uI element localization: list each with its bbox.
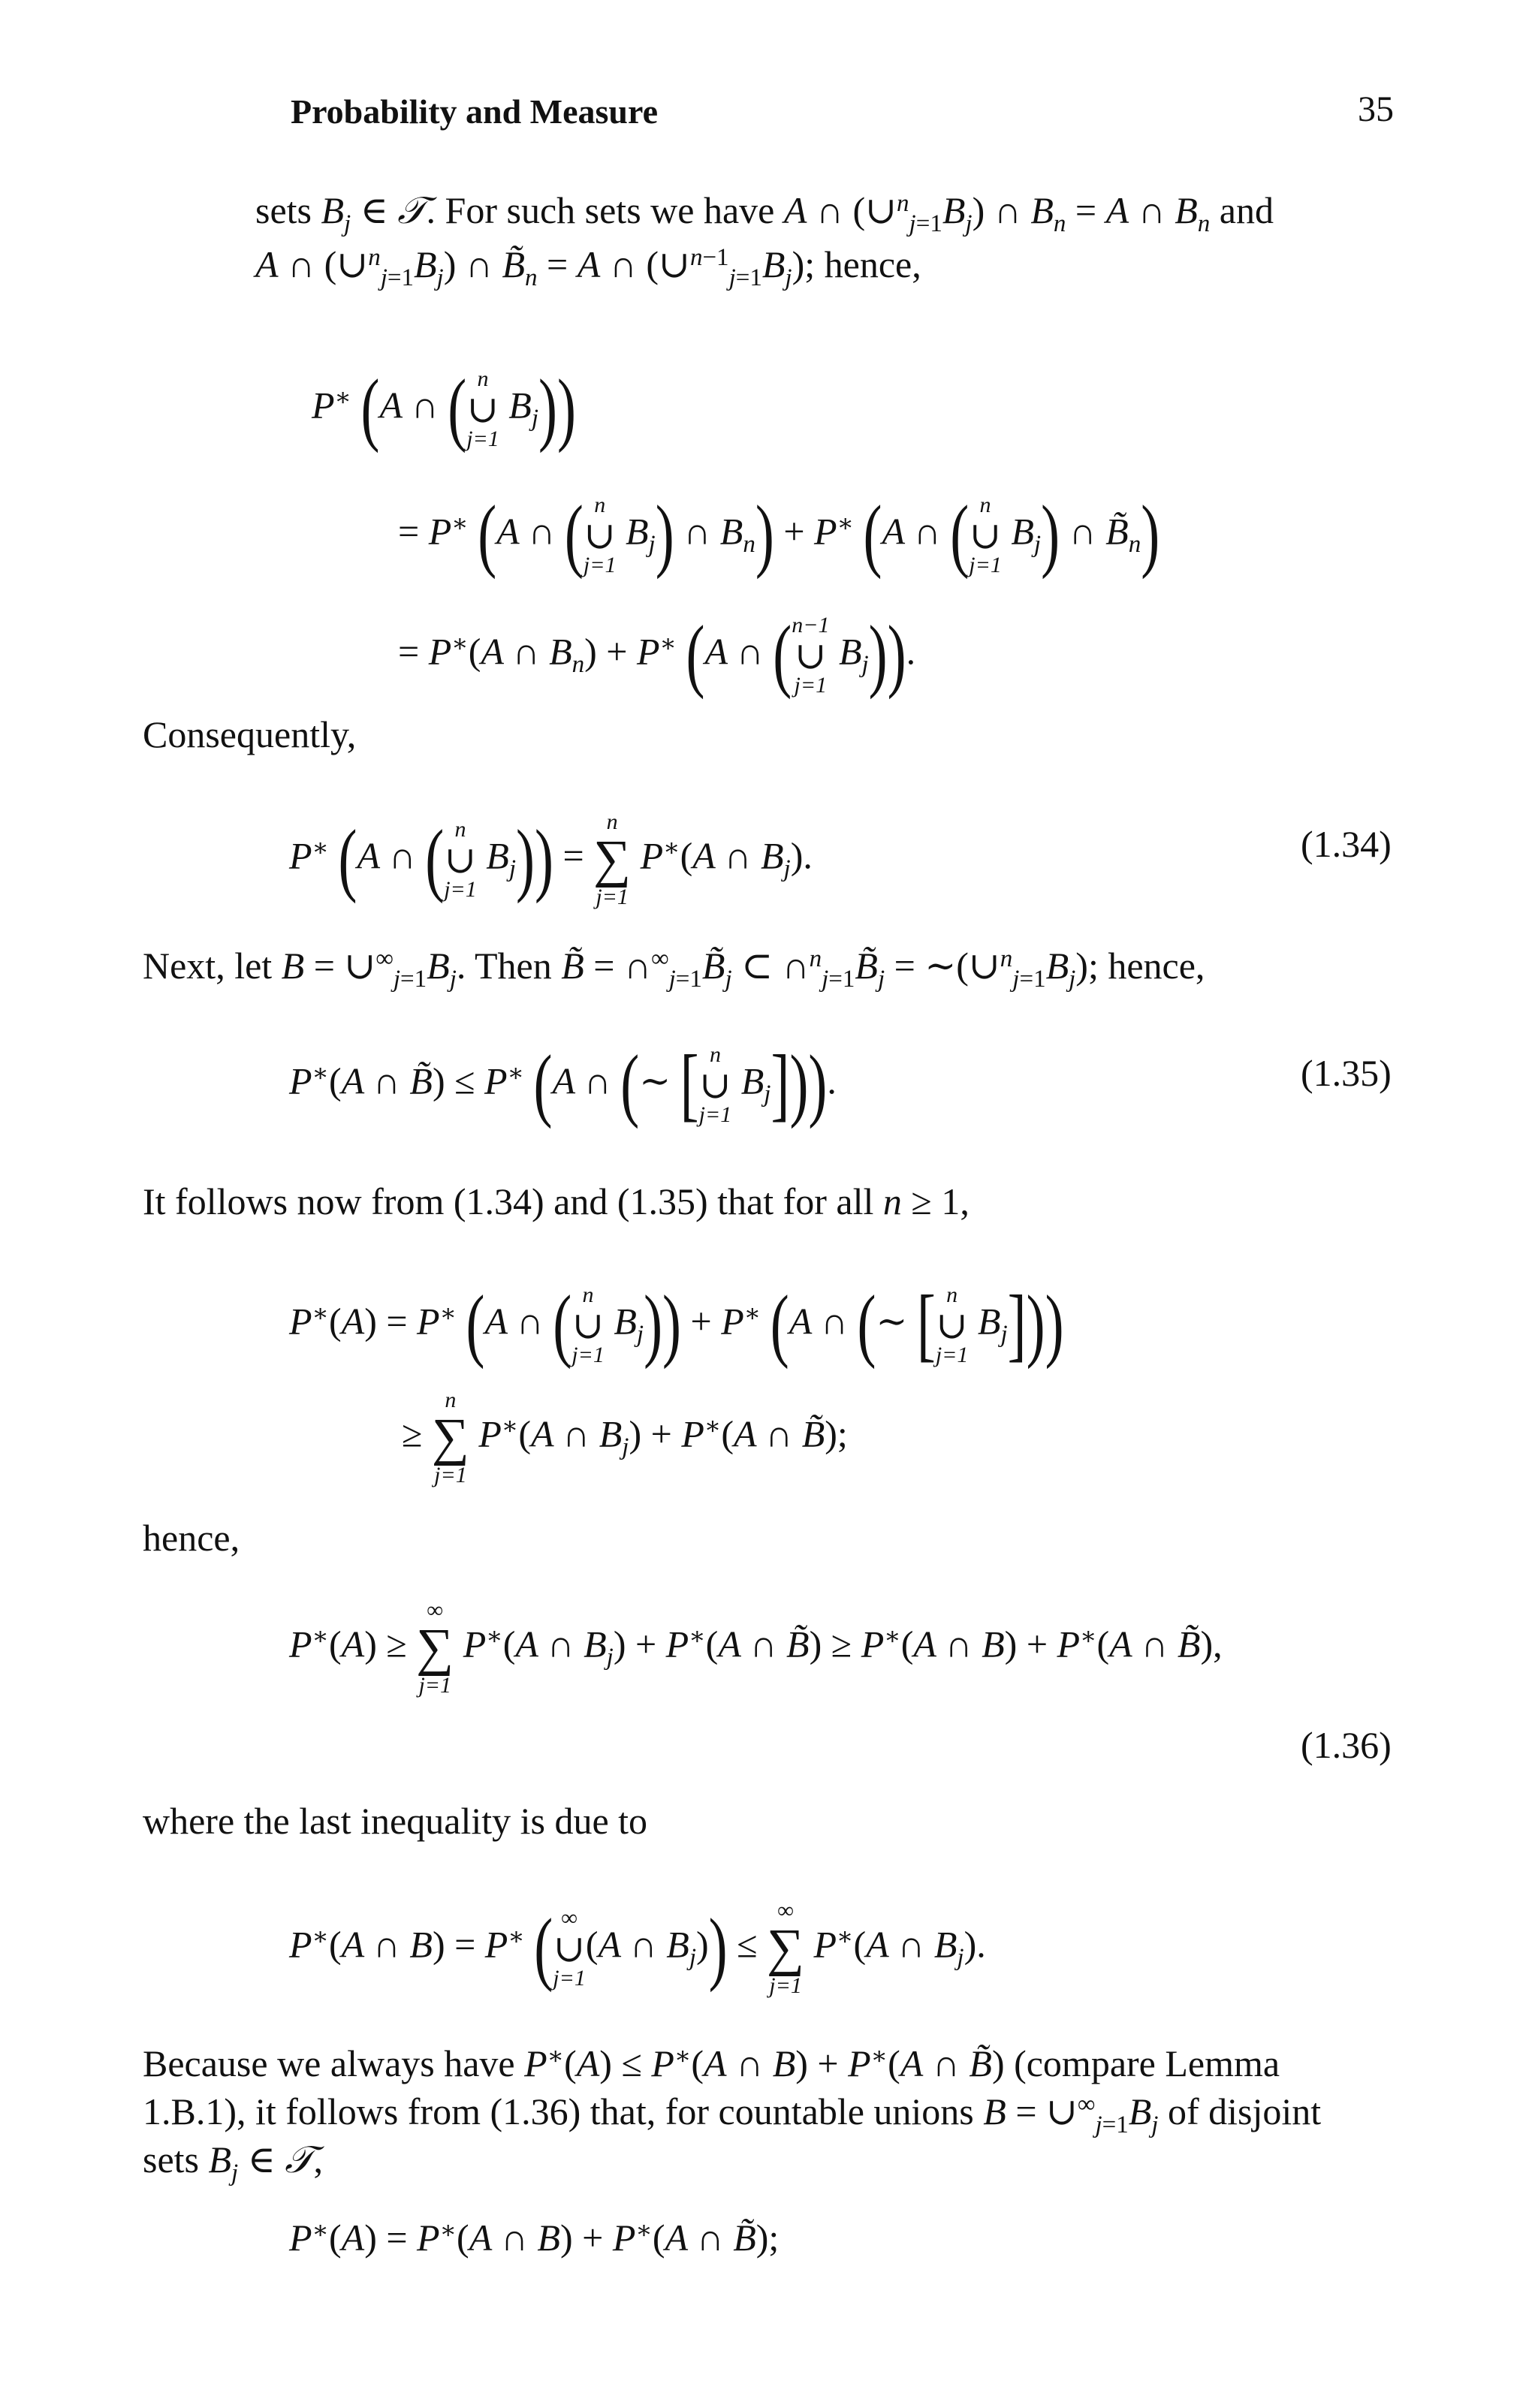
equation-last-inequality: P∗(A ∩ B) = P∗ ( ∞ ∪ j=1 (A ∩ $B_j$)) ≤ ∞ ∑ j=1 P∗(A ∩ $B_j$).	[289, 1898, 986, 1998]
hence-text: hence,	[143, 1517, 240, 1559]
running-header-title: Probability and Measure	[291, 92, 658, 131]
equation-line-2: = P∗ (A ∩ ( n ∪ j=1 $B_j$) ∩ $B_n) + P^∗$ (A ∩ ( n ∪ j=1 $B_j$) ∩ $B̃_n$)	[398, 490, 1160, 580]
equation-final: P∗(A) = P∗(A ∩ B) + P∗(A ∩ B̃);	[289, 2217, 780, 2259]
because-line-2: 1.B.1), it follows from (1.36) that, for countable unions $B = \cup^\infty_{j=1}B_j$ of disjoint	[143, 2090, 1322, 2138]
where-last-text: where the last inequality is due to	[143, 1800, 648, 1842]
equation-line-3: = P∗(A ∩ $B_n) + P^∗$ (A ∩ ( n−1 ∪ j=1 $B_j$)).	[398, 610, 916, 701]
because-line-1: Because we always have P∗(A) ≤ P∗(A ∩ B) + P∗(A ∩ B̃) (compare Lemma	[143, 2042, 1280, 2084]
equation-number-1-35: (1.35)	[1301, 1052, 1392, 1094]
equation-1-35: P∗(A ∩ B̃) ≤ P∗ (A ∩ (∼ [ n ∪ j=1 $B_j$])).	[289, 1039, 837, 1130]
equation-1-36: P∗(A) ≥ ∞ ∑ j=1 P∗(A ∩ $B_j) + P^∗(A$ ∩ B̃) ≥ P∗(A ∩ B) + P∗(A ∩ B̃),	[289, 1598, 1223, 1698]
equation-pa-line-2: ≥ n ∑ j=1 P∗(A ∩ $B_j) + P^∗(A$ ∩ B̃);	[402, 1388, 848, 1487]
next-let-line: Next, let $B = \cup^\infty_{j=1}B_j$. Then B̃ = $\cap^\infty_{j=1}B̃_j$ ⊂ $\cap^n_{j=1}B̃_j$ = $\sim(\cup^n_{j=1}B_j)$; hence,	[143, 945, 1205, 993]
equation-pa-line-1: P∗(A) = P∗ (A ∩ ( n ∪ j=1 $B_j)) + P^∗$ (A ∩ (∼ [ n ∪ j=1 $B_j$]))	[289, 1279, 1064, 1370]
it-follows-line: It follows now from (1.34) and (1.35) that for all n ≥ 1,	[143, 1180, 970, 1222]
equation-number-1-36: (1.36)	[1301, 1724, 1392, 1766]
equation-line-1: P∗ (A ∩ ( n ∪ j=1 $B_j$))	[312, 363, 576, 454]
page-number: 35	[1358, 89, 1394, 129]
paragraph-1-line-1: sets $B_j$ ∈ 𝒯. For such sets we have A ∩ $(\cup^n_{j=1}B_j)$ ∩ $B_n = A$ ∩ $B_n$ and	[255, 189, 1274, 237]
because-line-3: sets $B_j$ ∈ 𝒯,	[143, 2138, 324, 2186]
paragraph-1-line-2: A ∩ $(\cup^n_{j=1}B_j)$ ∩ $B̃_n = A$ ∩ $(\cup^{n-1}_{j=1}B_j)$; hence,	[255, 243, 921, 291]
consequently-text: Consequently,	[143, 713, 357, 755]
equation-1-34: P∗ (A ∩ ( n ∪ j=1 $B_j$)) = n ∑ j=1 P∗(A ∩ $B_j$).	[289, 809, 813, 909]
equation-number-1-34: (1.34)	[1301, 823, 1392, 865]
